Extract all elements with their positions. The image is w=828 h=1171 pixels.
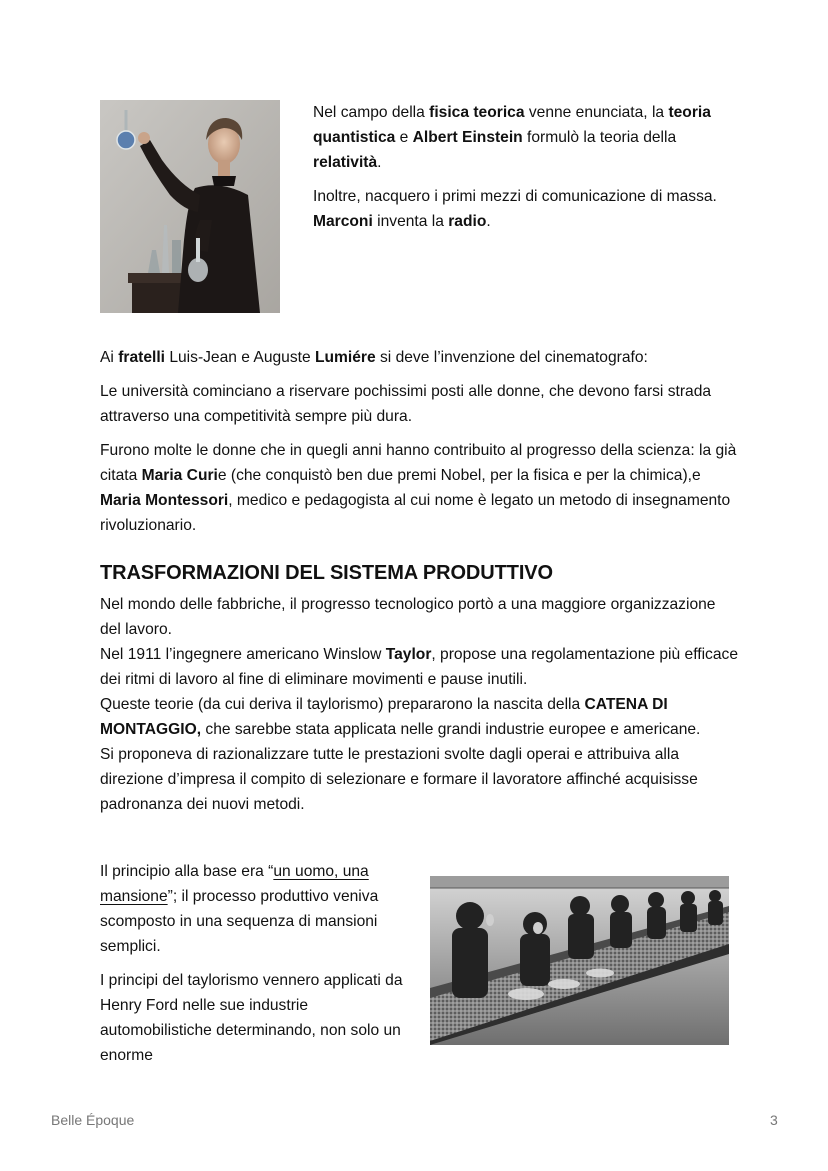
principle-text-block: [100, 859, 405, 1068]
intro-paragraph-media: Inoltre, nacquero i primi mezzi di comunicazione di massa. Marconi inventa la radio.: [313, 188, 717, 230]
paragraph-rationalize: Si proponeva di razionalizzare tutte le prestazioni svolte dagli operai e attribuiva alla direzione d’impresa il compito di selezionare e formare il lavoratore affinché acquisisse padronanza dei nuovi metodi.: [100, 746, 698, 813]
section-heading: TRASFORMAZIONI DEL SISTEMA PRODUTTIVO: [100, 562, 553, 584]
body-section-1: [100, 345, 740, 538]
scientist-photo: [100, 100, 280, 313]
underlined-motto: un uomo, una mansione: [100, 863, 369, 905]
paragraph-universities: Le università cominciano a riservare pochissimi posti alle donne, che devono farsi strada attraverso una competitività sempre più dura.: [100, 383, 712, 425]
paragraph-principle: Il principio alla base era “un uomo, una mansione”; il processo produttivo veniva scomposto in una sequenza di mansioni semplici.: [100, 863, 379, 955]
assembly-line-photo: [430, 876, 729, 1045]
footer-document-title: Belle Époque: [51, 1112, 135, 1128]
paragraph-ford: I principi del taylorismo vennero applicati da Henry Ford nelle sue industrie automobilistiche determinando, non solo un enorme: [100, 972, 403, 1064]
footer-page-number: 3: [770, 1112, 778, 1128]
intro-paragraph-physics: Nel campo della fisica teorica venne enunciata, la teoria quantistica e Albert Einstein formulò la teoria della relatività.: [313, 104, 711, 171]
assembly-line-illustration: [430, 876, 729, 1045]
intro-text-block: [313, 100, 733, 234]
scientist-illustration: [100, 100, 280, 313]
paragraph-women-science: Furono molte le donne che in quegli anni hanno contribuito al progresso della scienza: la già citata Maria Curie (che conquistò ben due premi Nobel, per la fisica e per la chimica),e Maria Montessori, medico e pedagogista al cui nome è legato un metodo di insegnamento rivoluzionario.: [100, 442, 737, 534]
paragraph-assembly-line: Queste teorie (da cui deriva il taylorismo) prepararono la nascita della CATENA DI MONTAGGIO, che sarebbe stata applicata nelle grandi industrie europee e americane.: [100, 696, 701, 738]
paragraph-taylor: Nel 1911 l’ingegnere americano Winslow Taylor, propose una regolamentazione più efficace dei ritmi di lavoro al fine di eliminare movimenti e pause inutili.: [100, 646, 738, 688]
paragraph-factories: Nel mondo delle fabbriche, il progresso tecnologico portò a una maggiore organizzazione del lavoro.: [100, 596, 716, 638]
paragraph-lumiere: Ai fratelli Luis-Jean e Auguste Lumiére si deve l’invenzione del cinematografo:: [100, 349, 648, 366]
body-section-2: [100, 592, 740, 817]
